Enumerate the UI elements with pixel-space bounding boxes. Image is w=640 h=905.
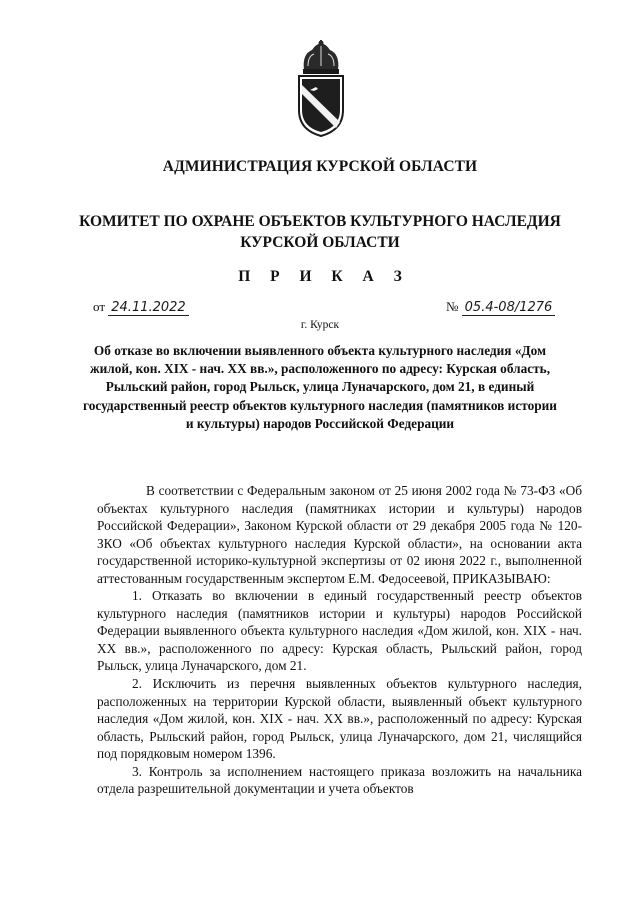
date-prefix: от	[93, 299, 106, 314]
document-type: П Р И К А З	[238, 268, 410, 285]
committee-line-1: КОМИТЕТ ПО ОХРАНЕ ОБЪЕКТОВ КУЛЬТУРНОГО НАСЛЕДИЯ	[79, 213, 561, 230]
city-label: г. Курск	[300, 319, 340, 331]
coat-of-arms-icon	[296, 40, 346, 138]
preamble-paragraph: В соответствии с Федеральным законом от 25 июня 2002 года № 73-ФЗ «Об объектах культурного наследия (памятниках истории и культуры) народов Российской Федерации», Законом Курской области от 29 декабря 2005 года № 120-ЗКО «Об объектах культурного наследия Курской области», на основании акта государственной историко-культурной экспертизы от 02 июня 2022 г., выполненной аттестованным государственным экспертом Е.М. Федосеевой, ПРИКАЗЫВАЮ:	[97, 483, 582, 586]
order-item-3: 3. Контроль за исполнением настоящего приказа возложить на начальника отдела разрешительной документации и учета объектов	[97, 763, 582, 797]
handwritten-date: 24.11.2022	[108, 300, 188, 316]
handwritten-number: 05.4-08/1276	[462, 300, 556, 316]
date-field	[93, 299, 189, 316]
order-body	[97, 482, 582, 798]
committee-header	[0, 211, 640, 253]
number-field	[446, 299, 555, 316]
committee-line-2: КУРСКОЙ ОБЛАСТИ	[240, 234, 400, 251]
administration-header: АДМИНИСТРАЦИЯ КУРСКОЙ ОБЛАСТИ	[162, 158, 478, 175]
order-item-2: 2. Исключить из перечня выявленных объектов культурного наследия, расположенных на территории Курской области, выявленный объект культурного наследия «Дом жилой, кон. XIX - нач. XX вв.», расположенный по адресу: Курская область, Рыльский район, город Рыльск, улица Луначарского, дом 21, числящийся под порядковым номером 1396.	[97, 676, 582, 762]
order-item-1: 1. Отказать во включении в единый государственный реестр объектов культурного наследия (памятников истории и культуры) народов Российской Федерации выявленного объекта культурного наследия «Дом жилой, кон. XIX - нач. XX вв.», расположенного по адресу: Курская область, Рыльский район, город Рыльск, улица Луначарского, дом 21.	[97, 588, 582, 674]
order-title: Об отказе во включении выявленного объекта культурного наследия «Дом жилой, кон. XIX - нач. XX вв.», расположенного по адресу: Курская область, Рыльский район, город Рыльск, улица Луначарского, дом 21, в единый государственный реестр объектов культурного наследия (памятников истории и культуры) народов Российской Федерации	[83, 343, 557, 431]
number-prefix: №	[446, 299, 459, 314]
